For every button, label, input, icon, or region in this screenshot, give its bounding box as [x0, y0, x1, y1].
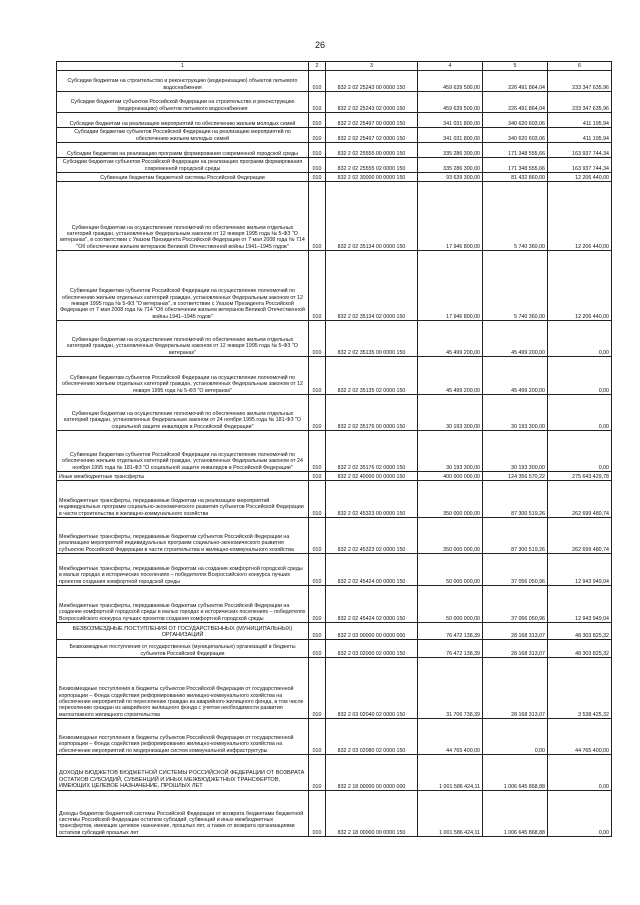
- column-header: 6: [548, 62, 612, 71]
- row-name-cell: Субсидии бюджетам субъектов Российской Федерации на реализацию программ формирования современной городской среды: [57, 158, 309, 173]
- row-line-code-cell: 010: [309, 182, 326, 251]
- row-line-code-cell: 010: [309, 472, 326, 481]
- row-budget-code-cell: 832 2 03 02080 02 0000 150: [326, 719, 418, 755]
- row-executed-cell: 28 168 313,07: [483, 623, 548, 640]
- row-line-code-cell: 010: [309, 113, 326, 128]
- row-name-cell: Субсидии бюджетам на строительство и реконструкцию (модернизацию) объектов питьевого водоснабжения: [57, 71, 309, 92]
- table-row: [57, 321, 612, 357]
- row-unexecuted-cell: 12 206 440,00: [548, 182, 612, 251]
- row-approved-cell: 17 946 800,00: [418, 251, 483, 321]
- row-name-cell: Субсидии бюджетам на реализацию мероприятий по обеспечению жильем молодых семей: [57, 113, 309, 128]
- row-budget-code-cell: 832 2 02 25497 00 0000 150: [326, 113, 418, 128]
- row-executed-cell: 37 056 050,96: [483, 586, 548, 623]
- row-line-code-cell: 010: [309, 518, 326, 554]
- row-line-code-cell: 010: [309, 623, 326, 640]
- row-name-cell: Межбюджетные трансферты, передаваемые бюджетам на реализацию мероприятий индивидуальных программ социально-экономического развития субъектов Российской Федерации в части строительства и жилищно-коммунального хозяйства: [57, 481, 309, 518]
- row-line-code-cell: 010: [309, 128, 326, 143]
- row-line-code-cell: 010: [309, 481, 326, 518]
- table-row: [57, 158, 612, 173]
- row-approved-cell: 341 031 800,00: [418, 128, 483, 143]
- row-budget-code-cell: 832 2 18 00000 00 0000 000: [326, 755, 418, 791]
- row-executed-cell: 37 056 050,96: [483, 554, 548, 586]
- row-executed-cell: 1 006 645 868,88: [483, 755, 548, 791]
- row-line-code-cell: 010: [309, 586, 326, 623]
- row-executed-cell: 28 168 313,07: [483, 658, 548, 719]
- table-row: [57, 518, 612, 554]
- row-name-cell: Субвенции бюджетам на осуществление полномочий по обеспечению жильем отдельных категорий граждан, установленных Федеральным законом от 12 января 1995 года № 5-ФЗ "О ветеранах", в соответствии с Указом Президента Российской Федерации от 7 мая 2008 года № 714 "Об обеспечении жильем ветеранов Великой Отечественной войны 1941–1945 годов": [57, 182, 309, 251]
- row-approved-cell: 44 765 400,00: [418, 719, 483, 755]
- row-executed-cell: 0,00: [483, 719, 548, 755]
- row-unexecuted-cell: 0,00: [548, 395, 612, 431]
- row-budget-code-cell: 832 2 02 25243 02 0000 150: [326, 92, 418, 113]
- table-row: [57, 640, 612, 658]
- row-unexecuted-cell: 275 643 429,78: [548, 472, 612, 481]
- row-approved-cell: 76 472 138,39: [418, 623, 483, 640]
- row-budget-code-cell: 832 2 02 25243 00 0000 150: [326, 71, 418, 92]
- row-name-cell: Субвенции бюджетам бюджетной системы Российской Федерации: [57, 173, 309, 182]
- row-unexecuted-cell: 3 538 425,32: [548, 658, 612, 719]
- column-header: 5: [483, 62, 548, 71]
- row-executed-cell: 226 491 864,04: [483, 92, 548, 113]
- row-approved-cell: 50 000 000,00: [418, 586, 483, 623]
- row-budget-code-cell: 832 2 02 35135 02 0000 150: [326, 357, 418, 395]
- row-executed-cell: 171 348 555,66: [483, 158, 548, 173]
- row-budget-code-cell: 832 2 02 40000 00 0000 150: [326, 472, 418, 481]
- column-header: 3: [326, 62, 418, 71]
- row-name-cell: Безвозмездные поступления в бюджеты субъектов Российской Федерации от государственной корпорации – Фонда содействия реформированию жилищно-коммунального хозяйства на обеспечение мероприятий по модернизации систем коммунальной инфраструктуры: [57, 719, 309, 755]
- table-row: [57, 113, 612, 128]
- table-row: [57, 251, 612, 321]
- row-executed-cell: 340 620 603,06: [483, 113, 548, 128]
- column-header: 2: [309, 62, 326, 71]
- row-budget-code-cell: 832 2 02 45323 02 0000 150: [326, 518, 418, 554]
- row-name-cell: ДОХОДЫ БЮДЖЕТОВ БЮДЖЕТНОЙ СИСТЕМЫ РОССИЙСКОЙ ФЕДЕРАЦИИ ОТ ВОЗВРАТА ОСТАТКОВ СУБСИДИЙ, СУБВЕНЦИЙ И ИНЫХ МЕЖБЮДЖЕТНЫХ ТРАНСФЕРТОВ, ИМЕЮЩИХ ЦЕЛЕВОЕ НАЗНАЧЕНИЕ, ПРОШЛЫХ ЛЕТ: [57, 755, 309, 791]
- row-name-cell: Безвозмездные поступления от государственных (муниципальных) организаций в бюджеты субъектов Российской Федерации: [57, 640, 309, 658]
- row-approved-cell: 76 472 138,39: [418, 640, 483, 658]
- row-line-code-cell: 010: [309, 143, 326, 158]
- row-name-cell: Субвенции бюджетам субъектов Российской Федерации на осуществление полномочий по обеспечению жильем отдельных категорий граждан, установленных Федеральным законом от 12 января 1995 года № 5-ФЗ "О ветеранах": [57, 357, 309, 395]
- table-row: [57, 755, 612, 791]
- row-name-cell: Межбюджетные трансферты, передаваемые бюджетам на создание комфортной городской среды в малых городах и исторических поселениях – победителях Всероссийского конкурса лучших проектов создания комфортной городской среды: [57, 554, 309, 586]
- row-budget-code-cell: 832 2 03 02000 02 0000 150: [326, 640, 418, 658]
- table-row: [57, 173, 612, 182]
- row-budget-code-cell: 832 2 18 00000 00 0000 150: [326, 791, 418, 837]
- row-executed-cell: 30 193 300,00: [483, 431, 548, 472]
- row-executed-cell: 30 193 300,00: [483, 395, 548, 431]
- row-line-code-cell: 010: [309, 658, 326, 719]
- row-approved-cell: 350 000 000,00: [418, 481, 483, 518]
- row-budget-code-cell: 832 2 03 02040 02 0000 150: [326, 658, 418, 719]
- row-budget-code-cell: 832 2 02 45323 00 0000 150: [326, 481, 418, 518]
- row-unexecuted-cell: 48 303 825,32: [548, 623, 612, 640]
- row-line-code-cell: 010: [309, 755, 326, 791]
- table-row: [57, 92, 612, 113]
- row-name-cell: Доходы бюджетов бюджетной системы Российской Федерации от возврата бюджетами бюджетной системы Российской Федерации остатков субсидий, субвенций и иных межбюджетных трансфертов, имеющих целевое назначение, прошлых лет, а также от возврата организациями остатков субсидий прошлых лет: [57, 791, 309, 837]
- table-row: [57, 357, 612, 395]
- row-line-code-cell: 010: [309, 554, 326, 586]
- row-approved-cell: 400 000 000,00: [418, 472, 483, 481]
- row-name-cell: Межбюджетные трансферты, передаваемые бюджетам субъектов Российской Федерации на реализацию мероприятий индивидуальных программ социально-экономического развития субъектов Российской Федерации в части строительства и жилищно-коммунального хозяйства: [57, 518, 309, 554]
- row-name-cell: Межбюджетные трансферты, передаваемые бюджетам субъектов Российской Федерации на создание комфортной городской среды в малых городах и исторических поселениях – победителях Всероссийского конкурса лучших проектов создания комфортной городской среды: [57, 586, 309, 623]
- table-row: [57, 586, 612, 623]
- row-executed-cell: 1 006 645 868,88: [483, 791, 548, 837]
- row-name-cell: Иные межбюджетные трансферты: [57, 472, 309, 481]
- row-name-cell: Субсидии бюджетам субъектов Российской Федерации на строительство и реконструкцию (модернизацию) объектов питьевого водоснабжения: [57, 92, 309, 113]
- row-unexecuted-cell: 12 206 440,00: [548, 251, 612, 321]
- row-approved-cell: 1 001 586 424,11: [418, 755, 483, 791]
- row-unexecuted-cell: 411 195,94: [548, 113, 612, 128]
- budget-table: [56, 61, 612, 837]
- table-row: [57, 791, 612, 837]
- row-executed-cell: 28 168 313,07: [483, 640, 548, 658]
- row-executed-cell: 226 491 864,04: [483, 71, 548, 92]
- row-unexecuted-cell: 411 195,94: [548, 128, 612, 143]
- row-budget-code-cell: 832 2 02 45424 02 0000 150: [326, 586, 418, 623]
- row-budget-code-cell: 832 2 02 35134 02 0000 150: [326, 251, 418, 321]
- row-approved-cell: 30 193 300,00: [418, 395, 483, 431]
- row-executed-cell: 340 620 603,06: [483, 128, 548, 143]
- table-row: [57, 395, 612, 431]
- row-approved-cell: 17 946 800,00: [418, 182, 483, 251]
- row-budget-code-cell: 832 2 02 35176 02 0000 150: [326, 431, 418, 472]
- table-row: [57, 719, 612, 755]
- row-line-code-cell: 010: [309, 92, 326, 113]
- table-row: [57, 554, 612, 586]
- row-line-code-cell: 010: [309, 395, 326, 431]
- row-name-cell: Субсидии бюджетам на реализацию программ формирования современной городской среды: [57, 143, 309, 158]
- row-line-code-cell: 010: [309, 791, 326, 837]
- row-unexecuted-cell: 44 765 400,00: [548, 719, 612, 755]
- row-name-cell: Субсидии бюджетам субъектов Российской Федерации на реализацию мероприятий по обеспечению жильем молодых семей: [57, 128, 309, 143]
- row-executed-cell: 45 499 200,00: [483, 321, 548, 357]
- page-number: 26: [314, 40, 325, 50]
- row-approved-cell: 459 639 500,00: [418, 71, 483, 92]
- table-row: [57, 481, 612, 518]
- row-approved-cell: 50 000 000,00: [418, 554, 483, 586]
- table-row: [57, 182, 612, 251]
- row-unexecuted-cell: 48 303 825,32: [548, 640, 612, 658]
- row-unexecuted-cell: 0,00: [548, 755, 612, 791]
- header-row: [57, 62, 612, 71]
- row-approved-cell: 31 706 738,39: [418, 658, 483, 719]
- row-line-code-cell: 010: [309, 158, 326, 173]
- table-row: [57, 472, 612, 481]
- table-row: [57, 128, 612, 143]
- row-budget-code-cell: 832 2 02 30000 00 0000 150: [326, 173, 418, 182]
- row-approved-cell: 30 193 300,00: [418, 431, 483, 472]
- row-name-cell: Субвенции бюджетам на осуществление полномочий по обеспечению жильем отдельных категорий граждан, установленных Федеральным законом от 24 ноября 1995 года № 181-ФЗ "О социальной защите инвалидов в Российской Федерации": [57, 395, 309, 431]
- column-header: 4: [418, 62, 483, 71]
- row-executed-cell: 124 356 570,22: [483, 472, 548, 481]
- row-approved-cell: 350 000 000,00: [418, 518, 483, 554]
- row-approved-cell: 459 639 500,00: [418, 92, 483, 113]
- row-unexecuted-cell: 0,00: [548, 431, 612, 472]
- row-executed-cell: 87 300 519,26: [483, 481, 548, 518]
- table-row: [57, 658, 612, 719]
- row-unexecuted-cell: 12 206 440,00: [548, 173, 612, 182]
- row-budget-code-cell: 832 2 02 35135 00 0000 150: [326, 321, 418, 357]
- row-approved-cell: 93 639 300,00: [418, 173, 483, 182]
- row-name-cell: Субвенции бюджетам на осуществление полномочий по обеспечению жильем отдельных категорий граждан, установленных Федеральным законом от 12 января 1995 года № 5-ФЗ "О ветеранах": [57, 321, 309, 357]
- row-budget-code-cell: 832 2 02 35176 00 0000 150: [326, 395, 418, 431]
- row-line-code-cell: 010: [309, 431, 326, 472]
- row-unexecuted-cell: 163 937 744,34: [548, 143, 612, 158]
- table-row: [57, 431, 612, 472]
- row-unexecuted-cell: 12 943 949,04: [548, 586, 612, 623]
- row-name-cell: Субвенции бюджетам субъектов Российской Федерации на осуществление полномочий по обеспечению жильем отдельных категорий граждан, установленных Федеральным законом от 12 января 1995 года № 5-ФЗ "О ветеранах", в соответствии с Указом Президента Российской Федерации от 7 мая 2008 года № 714 "Об обеспечении жильем ветеранов Великой Отечественной войны 1941–1945 годов": [57, 251, 309, 321]
- row-executed-cell: 45 499 200,00: [483, 357, 548, 395]
- row-unexecuted-cell: 0,00: [548, 791, 612, 837]
- row-name-cell: Безвозмездные поступления в бюджеты субъектов Российской Федерации от государственной корпорации – Фонда содействия реформированию жилищно-коммунального хозяйства на обеспечение мероприятий по переселению граждан из аварийного жилищного фонда, в том числе переселению граждан из аварийного жилищного фонда с учетом необходимости развития малоэтажного жилищного строительства: [57, 658, 309, 719]
- row-approved-cell: 1 001 586 424,11: [418, 791, 483, 837]
- row-name-cell: БЕЗВОЗМЕЗДНЫЕ ПОСТУПЛЕНИЯ ОТ ГОСУДАРСТВЕННЫХ (МУНИЦИПАЛЬНЫХ) ОРГАНИЗАЦИЙ: [57, 623, 309, 640]
- row-unexecuted-cell: 233 347 635,96: [548, 92, 612, 113]
- row-budget-code-cell: 832 2 02 25497 02 0000 150: [326, 128, 418, 143]
- row-line-code-cell: 010: [309, 640, 326, 658]
- row-line-code-cell: 010: [309, 321, 326, 357]
- row-executed-cell: 5 740 360,00: [483, 182, 548, 251]
- row-executed-cell: 5 740 360,00: [483, 251, 548, 321]
- row-unexecuted-cell: 163 937 744,34: [548, 158, 612, 173]
- row-budget-code-cell: 832 2 03 00000 00 0000 000: [326, 623, 418, 640]
- table-row: [57, 71, 612, 92]
- row-approved-cell: 45 499 200,00: [418, 321, 483, 357]
- row-approved-cell: 341 031 800,00: [418, 113, 483, 128]
- row-line-code-cell: 010: [309, 173, 326, 182]
- table-row: [57, 623, 612, 640]
- row-approved-cell: 45 499 200,00: [418, 357, 483, 395]
- row-budget-code-cell: 832 2 02 25555 00 0000 150: [326, 143, 418, 158]
- row-unexecuted-cell: 0,00: [548, 321, 612, 357]
- table-row: [57, 143, 612, 158]
- row-executed-cell: 81 432 860,00: [483, 173, 548, 182]
- row-approved-cell: 335 286 300,00: [418, 158, 483, 173]
- row-unexecuted-cell: 0,00: [548, 357, 612, 395]
- row-unexecuted-cell: 233 347 635,96: [548, 71, 612, 92]
- row-name-cell: Субвенции бюджетам субъектов Российской Федерации на осуществление полномочий по обеспечению жильем отдельных категорий граждан, установленных Федеральным законом от 24 ноября 1995 года № 181-ФЗ "О социальной защите инвалидов в Российской Федерации": [57, 431, 309, 472]
- row-line-code-cell: 010: [309, 357, 326, 395]
- row-budget-code-cell: 832 2 02 35134 00 0000 150: [326, 182, 418, 251]
- row-line-code-cell: 010: [309, 251, 326, 321]
- row-approved-cell: 335 286 300,00: [418, 143, 483, 158]
- row-budget-code-cell: 832 2 02 45424 00 0000 150: [326, 554, 418, 586]
- row-unexecuted-cell: 12 943 949,04: [548, 554, 612, 586]
- row-line-code-cell: 010: [309, 719, 326, 755]
- row-budget-code-cell: 832 2 02 25555 02 0000 150: [326, 158, 418, 173]
- row-unexecuted-cell: 262 699 480,74: [548, 481, 612, 518]
- column-header: 1: [57, 62, 309, 71]
- row-unexecuted-cell: 262 699 480,74: [548, 518, 612, 554]
- row-line-code-cell: 010: [309, 71, 326, 92]
- row-executed-cell: 87 300 519,26: [483, 518, 548, 554]
- row-executed-cell: 171 348 555,66: [483, 143, 548, 158]
